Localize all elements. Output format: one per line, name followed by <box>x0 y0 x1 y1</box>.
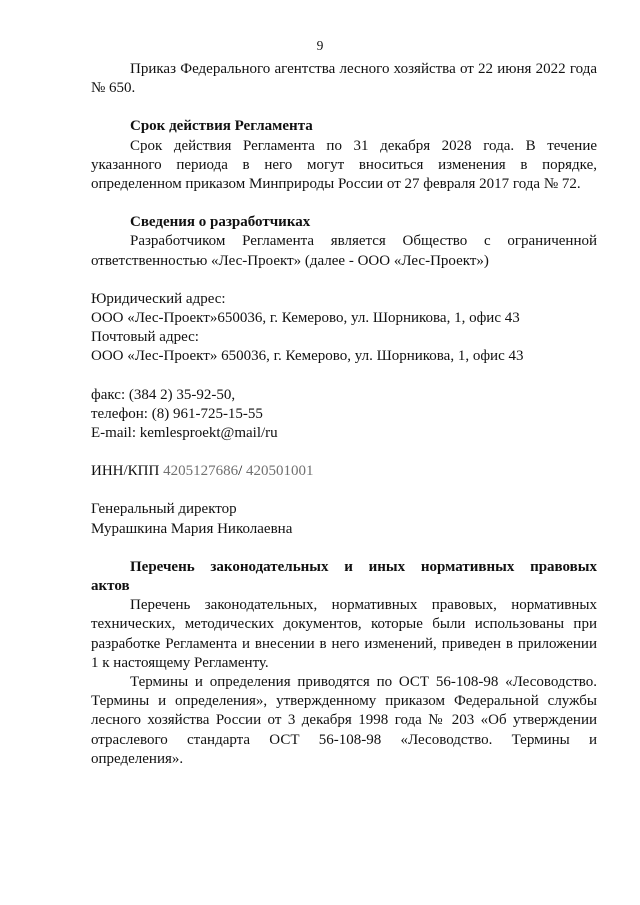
intro-paragraph: Приказ Федерального агентства лесного хозяйства от 22 июня 2022 года № 650. <box>91 61 597 97</box>
inn-separator: / <box>238 463 243 480</box>
kpp-number: 420501001 <box>246 463 314 480</box>
validity-heading: Срок действия Регламента <box>130 118 313 135</box>
inn-kpp-line <box>91 462 597 481</box>
legal-address: ООО «Лес-Проект»650036, г. Кемерово, ул. Шорникова, 1, офис 43 <box>91 310 520 327</box>
acts-heading-line1: Перечень законодательных и иных нормативных правовых <box>130 558 597 575</box>
validity-paragraph: Срок действия Регламента по 31 декабря 2028 года. В течение указанного периода в него могут вноситься изменения в порядке, определенном приказом Минприроды России от 27 февраля 2017 года № 72. <box>91 137 597 193</box>
acts-heading-line2: актов <box>91 578 130 595</box>
postal-address-label: Почтовый адрес: <box>91 329 199 346</box>
phone-line: телефон: (8) 961-725-15-55 <box>91 405 263 422</box>
developers-heading: Сведения о разработчиках <box>130 214 311 231</box>
fax-line: факс: (384 2) 35-92-50, <box>91 386 236 403</box>
legal-address-label: Юридический адрес: <box>91 290 226 307</box>
acts-paragraph-2: Термины и определения приводятся по ОСТ 56-108-98 «Лесоводство. Термины и определения», утвержденному приказом Федеральной службы лесного хозяйства России от 3 декабря 1998 года № 203 «Об утверждении отраслевого стандарта ОСТ 56-108-98 «Лесоводство. Термины и определения». <box>91 674 597 767</box>
postal-address: ООО «Лес-Проект» 650036, г. Кемерово, ул. Шорникова, 1, офис 43 <box>91 348 524 365</box>
document-body <box>91 60 597 769</box>
developers-paragraph: Разработчиком Регламента является Общество с ограниченной ответственностью «Лес-Проект» (далее - ООО «Лес-Проект») <box>91 233 597 269</box>
page-number: 9 <box>316 38 324 53</box>
email-line: E-mail: kemlesproekt@mail/ru <box>91 425 278 442</box>
inn-number: 4205127686 <box>163 463 239 480</box>
inn-kpp-label: ИНН/КПП <box>91 463 160 480</box>
acts-paragraph-1: Перечень законодательных, нормативных правовых, нормативных технических, методических документов, которые были использованы при разработке Регламента и внесении в него изменений, приведен в приложении 1 к настоящему Регламенту. <box>91 597 597 671</box>
director-title: Генеральный директор <box>91 501 237 518</box>
director-name: Мурашкина Мария Николаевна <box>91 520 293 537</box>
